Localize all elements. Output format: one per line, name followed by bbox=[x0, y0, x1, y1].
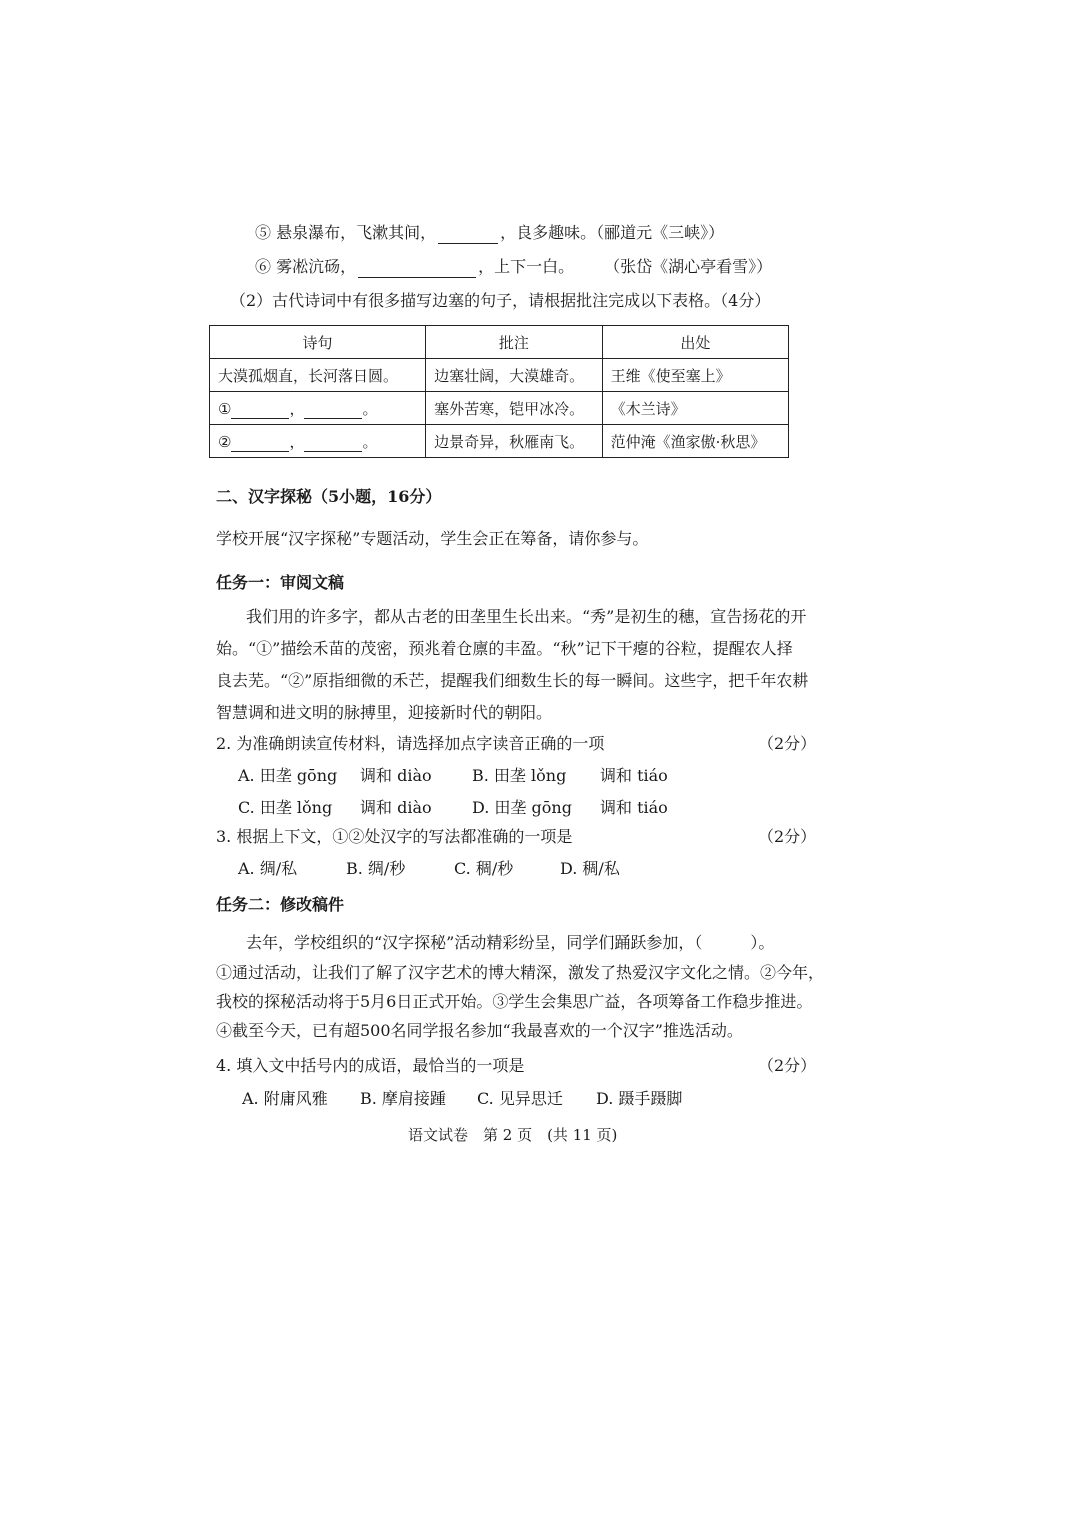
line-5-text: ⑤ 悬泉瀑布，飞漱其间， bbox=[255, 223, 437, 242]
comma: ， bbox=[289, 399, 305, 418]
period: 。 bbox=[362, 399, 378, 418]
passage-line: 始。“①”描绘禾苗的茂密，预兆着仓廪的丰盈。“秋”记下干瘪的谷粒，提醒农人择 bbox=[216, 639, 793, 658]
question-4-option-d[interactable]: D. 蹑手蹑脚 bbox=[596, 1089, 683, 1108]
question-2-score: （2分） bbox=[758, 734, 817, 753]
annotation-cell: 边景奇异，秋雁南飞。 bbox=[426, 425, 603, 458]
poem-cell bbox=[210, 425, 426, 458]
question-2-option-a[interactable]: A. 田垄 gōng bbox=[238, 766, 338, 785]
question-3-option-a[interactable]: A. 绸/私 bbox=[238, 859, 298, 878]
passage-line: ④截至今天，已有超500名同学报名参加“我最喜欢的一个汉字”推选活动。 bbox=[216, 1021, 743, 1040]
task-1-heading: 任务一：审阅文稿 bbox=[216, 573, 345, 592]
question-3-option-c[interactable]: C. 稠/秒 bbox=[454, 859, 514, 878]
question-3-score: （2分） bbox=[758, 827, 817, 846]
question-2-option-b[interactable]: B. 田垄 lǒng bbox=[472, 766, 567, 785]
question-3: 3. 根据上下文，①②处汉字的写法都准确的一项是 bbox=[216, 827, 573, 846]
question-2-option-b-pinyin: 调和 tiáo bbox=[600, 766, 668, 785]
question-2-option-c-pinyin: 调和 diào bbox=[360, 798, 432, 817]
poem-cell bbox=[210, 392, 426, 425]
circled-number: ② bbox=[218, 432, 232, 451]
passage-line: 我们用的许多字，都从古老的田垄里生长出来。“秀”是初生的穗，宣告扬花的开 bbox=[246, 607, 807, 626]
header-source: 出处 bbox=[602, 326, 788, 359]
question-4-option-b[interactable]: B. 摩肩接踵 bbox=[360, 1089, 446, 1108]
answer-blank-5[interactable] bbox=[438, 227, 498, 244]
table-row bbox=[210, 359, 789, 392]
line-5 bbox=[255, 222, 724, 244]
question-2-option-c[interactable]: C. 田垄 lǒng bbox=[238, 798, 333, 817]
poem-cell: 大漠孤烟直，长河落日圆。 bbox=[210, 359, 426, 392]
task-2-heading: 任务二：修改稿件 bbox=[216, 895, 345, 914]
section-2-title: 二、汉字探秘（5小题，16分） bbox=[216, 487, 442, 506]
answer-blank[interactable] bbox=[231, 404, 289, 419]
question-2-option-d-pinyin: 调和 tiáo bbox=[600, 798, 668, 817]
section-2-intro: 学校开展“汉字探秘”专题活动，学生会正在筹备，请你参与。 bbox=[216, 529, 649, 548]
question-2-option-a-pinyin: 调和 diào bbox=[360, 766, 432, 785]
table-row bbox=[210, 425, 789, 458]
question-4-score: （2分） bbox=[758, 1056, 817, 1075]
question-3-option-d[interactable]: D. 稠/私 bbox=[560, 859, 620, 878]
header-annotation: 批注 bbox=[426, 326, 603, 359]
question-3-option-b[interactable]: B. 绸/秒 bbox=[346, 859, 406, 878]
question-2-option-d[interactable]: D. 田垄 gōng bbox=[472, 798, 572, 817]
question-4-option-c[interactable]: C. 见异思迁 bbox=[477, 1089, 563, 1108]
line-6-source: （张岱《湖心亭看雪》） bbox=[604, 257, 773, 276]
source-cell: 王维《使至塞上》 bbox=[602, 359, 788, 392]
question-1-2-intro: （2）古代诗词中有很多描写边塞的句子，请根据批注完成以下表格。（4分） bbox=[230, 291, 771, 310]
line-6-tail: ，上下一白。 bbox=[478, 257, 575, 276]
circled-number: ① bbox=[218, 399, 232, 418]
passage-line: ①通过活动，让我们了解了汉字艺术的博大精深，激发了热爱汉字文化之情。②今年， bbox=[216, 963, 825, 982]
line-6-text: ⑥ 雾凇沆砀， bbox=[255, 257, 357, 276]
table-row bbox=[210, 392, 789, 425]
source-cell: 范仲淹《渔家傲·秋思》 bbox=[602, 425, 788, 458]
answer-blank[interactable] bbox=[231, 437, 289, 452]
period: 。 bbox=[362, 432, 378, 451]
answer-blank[interactable] bbox=[304, 404, 362, 419]
passage-line: 良去芜。“②”原指细微的禾芒，提醒我们细数生长的每一瞬间。这些字，把千年农耕 bbox=[216, 671, 809, 690]
header-poem: 诗句 bbox=[210, 326, 426, 359]
question-2: 2. 为准确朗读宣传材料，请选择加点字读音正确的一项 bbox=[216, 734, 605, 753]
passage-line: 去年，学校组织的“汉字探秘”活动精彩纷呈，同学们踊跃参加，（ ）。 bbox=[246, 933, 775, 952]
line-6 bbox=[255, 256, 772, 278]
page-footer: 语文试卷 第 2 页 (共 11 页) bbox=[408, 1126, 618, 1144]
annotation-cell: 塞外苦寒，铠甲冰冷。 bbox=[426, 392, 603, 425]
question-4-option-a[interactable]: A. 附庸风雅 bbox=[242, 1089, 328, 1108]
passage-line: 我校的探秘活动将于5月6日正式开始。③学生会集思广益，各项筹备工作稳步推进。 bbox=[216, 992, 813, 1011]
comma: ， bbox=[289, 432, 305, 451]
answer-blank-6[interactable] bbox=[358, 261, 476, 278]
table-header-row bbox=[210, 326, 789, 359]
passage-line: 智慧调和进文明的脉搏里，迎接新时代的朝阳。 bbox=[216, 703, 553, 722]
frontier-poem-table bbox=[209, 325, 789, 458]
answer-blank[interactable] bbox=[304, 437, 362, 452]
annotation-cell: 边塞壮阔，大漠雄奇。 bbox=[426, 359, 603, 392]
line-5-tail: ，良多趣味。（郦道元《三峡》） bbox=[500, 223, 725, 242]
question-4: 4. 填入文中括号内的成语，最恰当的一项是 bbox=[216, 1056, 525, 1075]
source-cell: 《木兰诗》 bbox=[602, 392, 788, 425]
